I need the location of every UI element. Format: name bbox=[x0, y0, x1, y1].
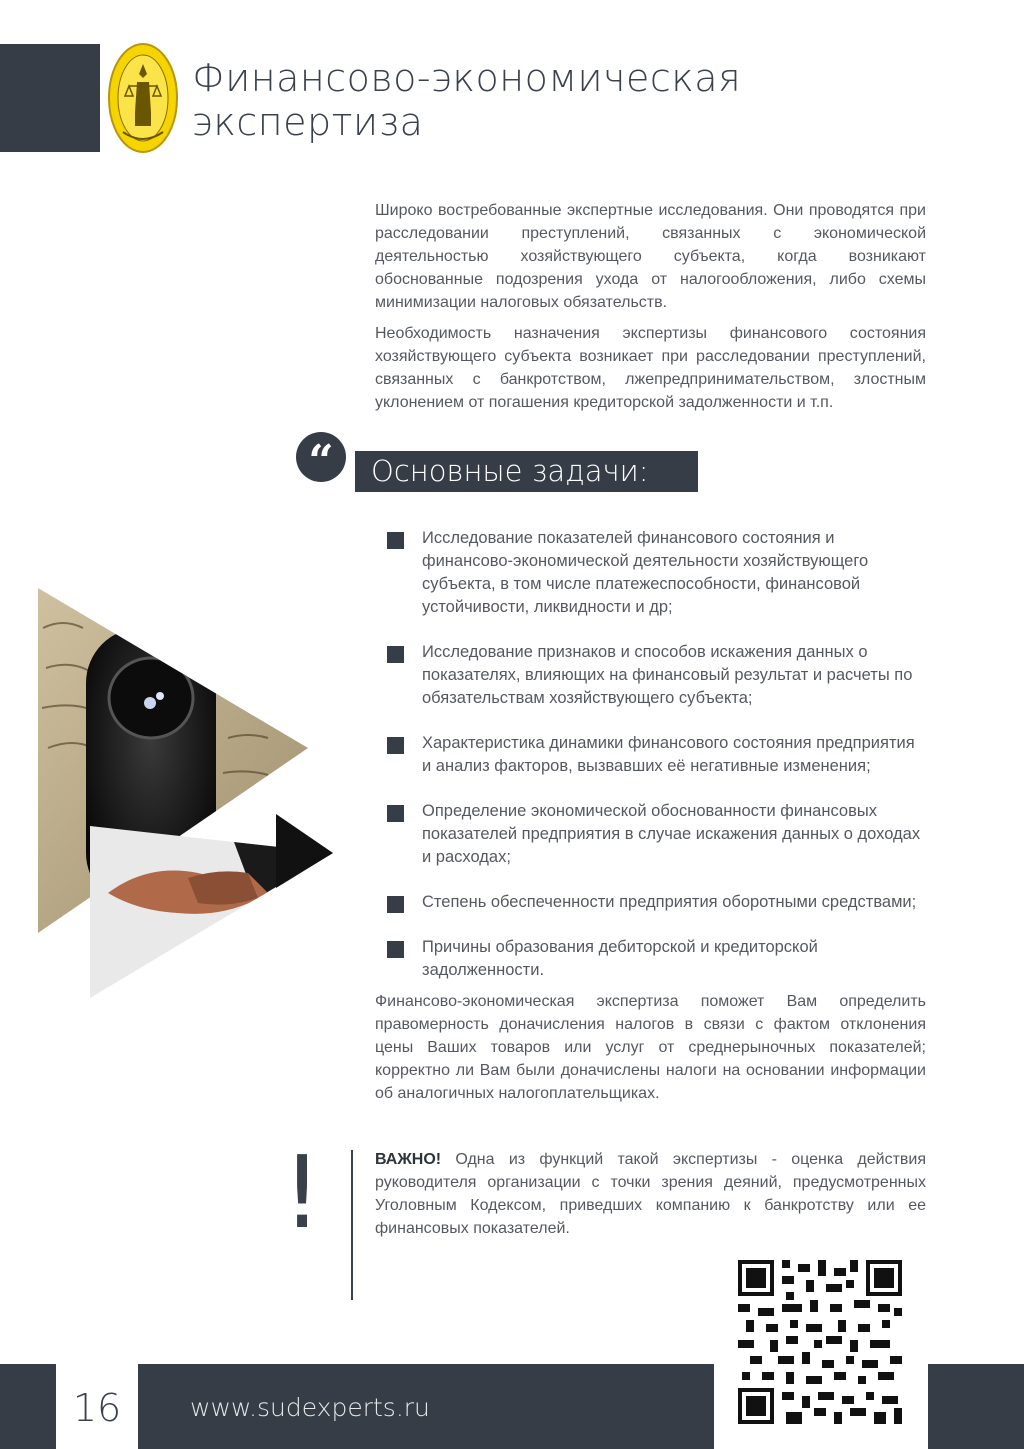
intro-paragraph-2: Необходимость назначения экспертизы финансового состояния хозяйствующего субъекта возникает при расследовании преступлений, связанных с банкротством, лжепредпринимательством, злостным уклонением от погашения кредиторской задолженности и т.п. bbox=[375, 325, 926, 411]
task-text: Степень обеспеченности предприятия оборотными средствами; bbox=[422, 893, 917, 911]
page-title bbox=[192, 56, 741, 144]
important-note bbox=[375, 1148, 926, 1240]
task-text: Характеристика динамики финансового состояния предприятия и анализ факторов, вызвавших её негативные изменения; bbox=[422, 734, 915, 775]
exclamation-icon: ! bbox=[282, 1134, 323, 1251]
square-bullet-icon bbox=[387, 646, 404, 663]
title-line-2: экспертиза bbox=[192, 100, 424, 144]
website-link[interactable]: www.sudexperts.ru bbox=[190, 1393, 430, 1422]
square-bullet-icon bbox=[387, 737, 404, 754]
court-experts-emblem-icon bbox=[107, 42, 179, 154]
outro-paragraph: Финансово-экономическая экспертиза поможет Вам определить правомерность доначисления налогов в связи с фактом отклонения цены Ваших товаров или услуг от среднерыночных показателей; корректно ли Вам были доначислены налоги на основании информации об аналогичных налогоплательщиках. bbox=[375, 993, 926, 1102]
page-number: 16 bbox=[72, 1386, 122, 1430]
tasks-heading: Основные задачи: bbox=[355, 451, 698, 492]
square-bullet-icon bbox=[387, 941, 404, 958]
important-label: ВАЖНО! bbox=[375, 1151, 442, 1168]
title-line-1: Финансово-экономическая bbox=[192, 56, 742, 100]
square-bullet-icon bbox=[387, 532, 404, 549]
task-text: Причины образования дебиторской и кредиторской задолженности. bbox=[422, 938, 818, 979]
square-bullet-icon bbox=[387, 805, 404, 822]
intro-paragraph-1: Широко востребованные экспертные исследования. Они проводятся при расследовании преступлений, связанных с экономической деятельностью хозяйствующего субъекта, когда возникают обоснованные подозрения ухода от налогообложения, либо схемы минимизации налоговых обязательств. bbox=[375, 202, 926, 311]
footer-accent-right bbox=[928, 1364, 1024, 1449]
task-text: Исследование признаков и способов искажения данных о показателях, влияющих на финансовый результат и расчеты по обязательствам хозяйствующего субъекта; bbox=[422, 643, 913, 707]
task-text: Определение экономической обоснованности финансовых показателей предприятия в случае искажения данных о доходах и расходах; bbox=[422, 802, 921, 866]
header-accent-bar bbox=[0, 44, 100, 152]
task-text: Исследование показателей финансового состояния и финансово-экономической деятельности хозяйствующего субъекта, в том числе платежеспособности, финансовой устойчивости, ликвидности и др; bbox=[422, 529, 869, 616]
qr-code-icon[interactable] bbox=[738, 1260, 902, 1424]
divider bbox=[351, 1150, 353, 1300]
handshake-photo-collage bbox=[38, 588, 338, 998]
important-text: Одна из функций такой экспертизы - оценка действия руководителя организации с точки зрения деяний, предусмотренных Уголовным Кодексом, приведших компанию к банкротству или ее финансовых показателей. bbox=[375, 1151, 926, 1237]
footer-accent-left bbox=[0, 1364, 56, 1449]
quote-icon: “ bbox=[296, 432, 346, 482]
square-bullet-icon bbox=[387, 896, 404, 913]
